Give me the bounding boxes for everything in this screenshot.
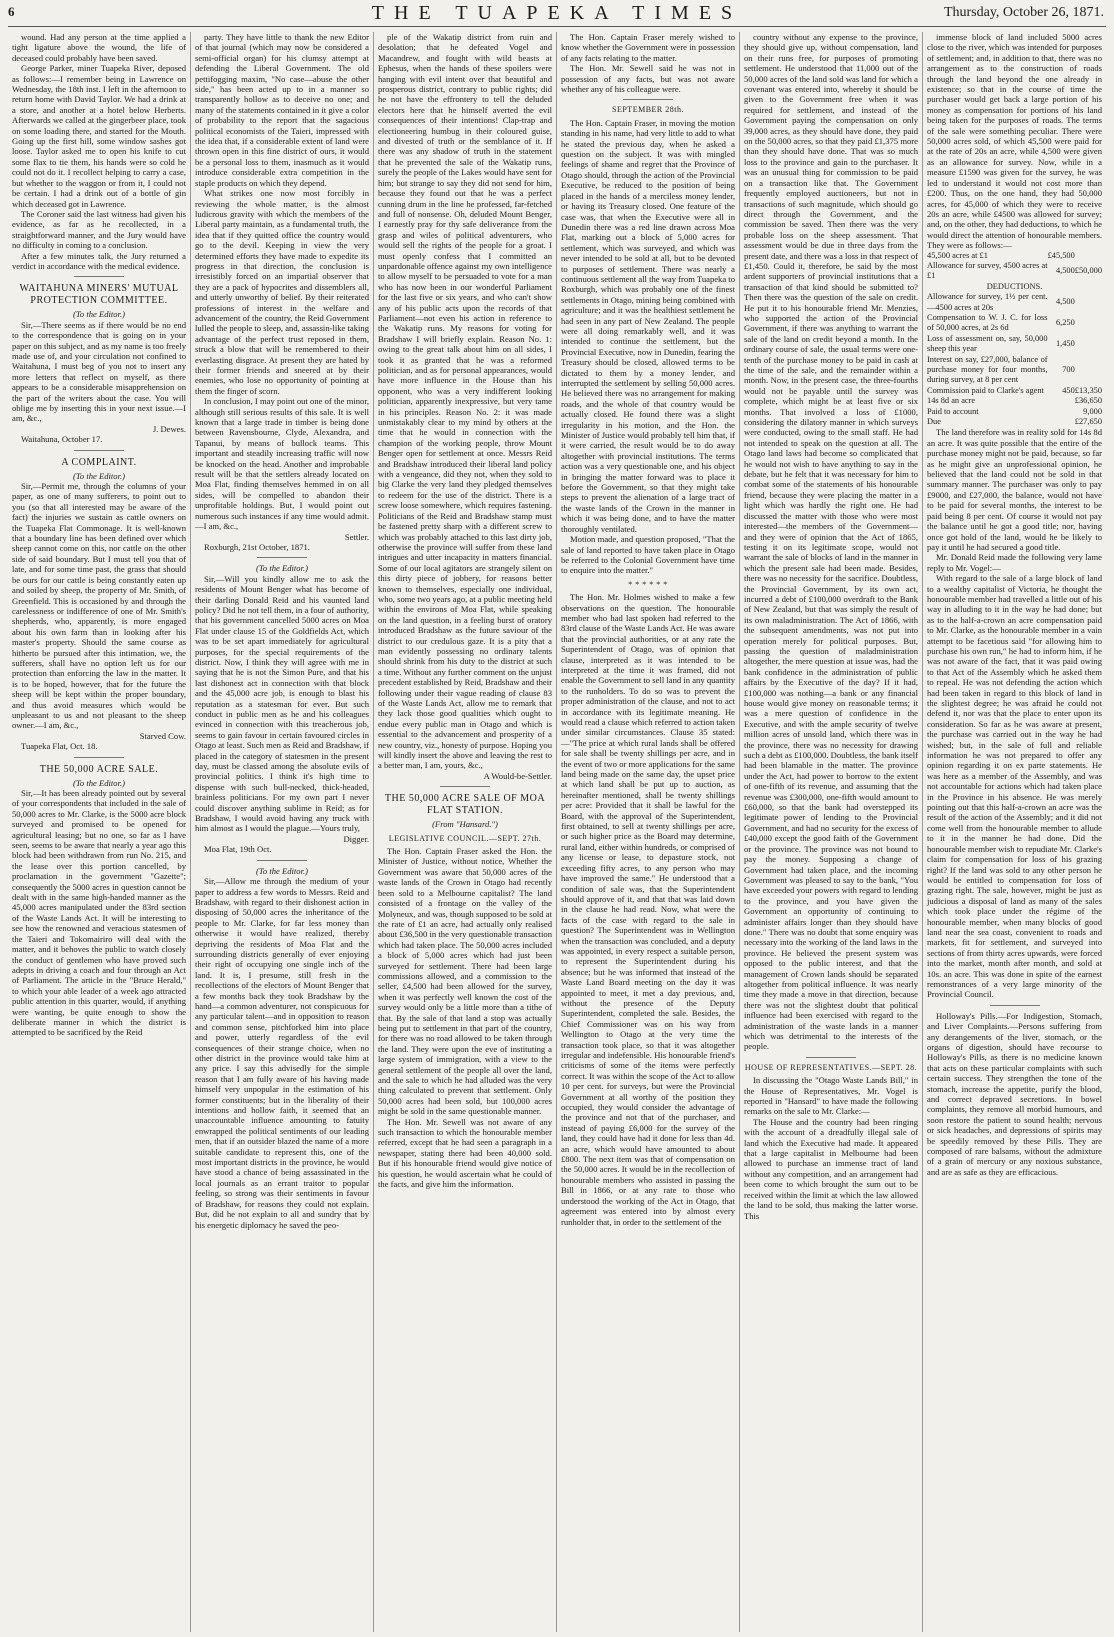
table-cell: £13,350	[1074, 385, 1102, 395]
inquest-coroner: The Coroner said the last witness had given his evidence, as far as he recollected, in a straightforward manner, and the Jury would have no difficulty in coming to a conclusion.	[12, 208, 186, 251]
table-cell: Compensation to W. J. C. for loss of 50,000 acres, at 2s 6d	[927, 312, 1048, 333]
table-cell: 14s 8d an acre	[927, 396, 976, 406]
table-cell: Loss of assessment on, say, 50,000 sheep this year	[927, 333, 1048, 354]
hansard-text: The Hon. Mr. Holmes wished to make a few observations on the question. The honourable member who had last spoken had referred to the 83rd clause of the Waste Lands Act. He was aware that the provincial authorities, or at any rate the Superintendent of Otago, was of opinion that clause, interpreted as it was intended to be interpreted at the time it was framed, did not enable the Government to sell land in any quantity to the runholders. To do so was to prevent the proper administration of the clause, and not to act in accordance with its legitimate meaning. He would read a clause which referred to action taken under similar circumstances. Clause 35 stated:—"The price at which rural lands shall be offered for sale shall be twenty shillings per acre, and in the event of two or more applications for the same land being made on the same day, the upset price at which land shall be put up to auction, as hereinafter mentioned, shall be twenty shillings per acre: Provided that it shall be lawful for the Board, with the approval of the Superintendent, first obtained, to sell at twenty shillings per acre, or such higher price as the Board may determine, rural land, either within hundreds, or comprised of any license or lease, to depasture stock, not exceeding fifty acres, to any person who may have improved the same." He understood that a condition of sale was, that the Superintendent should approve of it, and that that was laid down in the clause he had read. Now, what were the facts of the case with regard to the sale in question? The Superintendent was in Wellington when the transaction was concluded, and a deputy was appointed, in every respect a suitable person, to represent the Superintendent during his absence; but he was informed that instead of the Waste Land Board meeting on the day it was appointed to meet, it met a day previous, and, without the presence of the Deputy Superintendent, completed the sale. Besides, the Chief Commissioner was on his way from Wellington to Otago at the very time the transaction took place, so that it was altogether irregular and indefensible. His honourable friend's criticisms of some of the items were perfectly correct. It was within the scope of the Act to allow 10 per cent. for surveys, but were the Provincial Government at all worthy of the position they occupied, they would consider the advantage of the province and not that of the purchaser, and instead of paying £6,000 for the survey of the land, they could have had it done for less than 4d. an acre, which would have amounted to about £800. The next item was that of compensation on the 50,000 acres. It would be in the recollection of honourable members who assisted in passing the Bill in 1866, or at any rate to those who understood the working of the Act in Otago, that agreement was entered into by almost every runholder that, in order to the settlement of the	[561, 592, 735, 1227]
table-cell: £27,650	[1074, 417, 1102, 427]
hansard-text: country without any expense to the province, they should give up, without compensation, land on their runs free, for purposes of promoting settlement. He understood that 11,000 out of the 50,000 acres of the land sold was land for which a covenant was entered into, whereby it should be given to the Government free when it was required for settlement, and instead of the Government paying the compensation on only 39,000 acres, as they should have done, they paid on the 50,000 acres, so that they paid £1,375 more than they should have done. That was so much loss to the province and gain to the purchaser. It was an unusual thing for commission to be paid on a transaction like that. The Government frequently employed auctioneers, but not in transactions of such magnitude, which should go direct through the Government, and the commission be saved. Then there was the very probable loss on the sheep assessment. That assessment would be due in three days from the present date, and there was a loss in that respect of £1,450. Could it, therefore, be said by the most ardent supporters of provincial institutions that a transaction of that kind should be submitted to? Then there was the question of the sale on credit. He put it to his honourable friend Mr. Menzies, who supported the action of the Provincial Government, if there was anything to warrant the sale of the land on credit beyond a month. In the ordinary course of sale, the usual terms were one-tenth of the purchase money to be paid in cash at the time of the sale, and the remainder within a month. Now, in the present case, the three-fourths would not be payable until the survey was complete, which might be at least five or six months. That involved a loss of £1000, considering the dilatory manner in which surveys were conducted, owing to the small staff. He had not intended to speak on the question at all. The Otago land laws had become so complicated that he would not wish to have anything to say in the debate, but he felt that it was necessary for him to combat some of the statements of his honourable friend, because they were placing the matter in a light which was hardly the right one. He had discussed the matter with those who were most interested—the members of the Government—and they were of opinion that the Act of 1865, testing it on its legitimate scope, would not warrant the sale of blocks of land in the manner in which the present sale had been made. Besides, there was no necessity for the sacrifice. Doubtless, the Provincial Government, by its own act, incurred a debt of £100,000 overdraft to the Bank of New Zealand, but that was simply the result of its own maladministration. The Act of 1866, with the subsequent amendments, was not put into operation merely for political purposes. But, passing the question of maladministration altogether, the mere question at issue was, had the bank confidence in the administration of public affairs by the Executive of the day? If it had, £100,000 was nothing—a bank or any financial house would give money on reasonable terms; it was a mere question of confidence in the Executive, and with the ample security of twelve million acres of unsold land, which there was in the province, there was no necessity for drawing such a debt as £100,000. Doubtless, the bank itself had been blamable in the matter. The province under the Act, had power to borrow to the extent of one-fifth of its revenue, and assuming that the revenue was £300,000, one-fifth would amount to £60,000, so that the bank had overstepped its legitimate power of lending to the Provincial Government, and had no security for the excess of £40,000 except the good faith of the Government or the province. The province was not bound to pay the money. Supposing a change of Government had taken place, and the incoming Government was pleased to say to the bank, "You have exceeded your powers with regard to lending to the province, and you have given the Government an opportunity of continuing to administer affairs longer than they should have done." There was no doubt that some enquiry was necessary into the working of the land laws in the province. He believed the present system was opposed to the public interest, and that the management of Crown lands should be separated altogether from political influence. It was nearly time they made a move in that direction, because there was not the slightest doubt that political influence had been exercised with regard to the administration of the waste lands in a manner which was detrimental to the interests of the people.	[744, 32, 918, 1052]
inquest-text: wound. Had any person at the time applied a tight ligature above the wound, the life of deceased could probably have been saved.	[12, 32, 186, 63]
table-cell: 6,250	[1055, 318, 1075, 328]
table-cell: 9,000	[1083, 406, 1102, 416]
divider	[623, 99, 673, 100]
column-1	[8, 32, 191, 1632]
divider	[257, 557, 307, 558]
letter-text: Sir,—Will you kindly allow me to ask the residents of Mount Benger what has become of their darling Donald Reid and his vaunted land policy? Did he not tell them, in a four of authority, that his government cancelled 5000 acres on Moa Flat under clause 15 of the Goldfields Act, which was to be set apart immediately for agricultural purposes, for the special requirements of the district. Now, I think they will agree with me in saying that he is not the Simon Pure, and that his last dishonest act in connection with that block and the 45,000 acre job, is enough to blast his reputation as a statesman for ever. But such conduct in public men as he and his colleagues evinced in connection with this treacherous job, seems to gain favour in certain favoured circles in Otago at least. Such men as Reid and Bradshaw, if placed in the category of statesmen in the present day, must be classed among the absolute evils of provincial politics. I think it's high time to dispense with such bull-necked, thick-headed, brainless politicians. For my own part I never could discover anything sublime in Reid; as for Bradshaw, I would avoid having any truck with him almost as I would the plague.—Yours truly,	[195, 573, 369, 834]
hansard-motion: Motion made, and question proposed, "That the sale of land reported to have taken place in Otago be referred to the Colonial Government have time to enquire into the matter."	[561, 534, 735, 576]
table-row	[927, 292, 1102, 313]
asterisks: * * * * * *	[628, 579, 668, 589]
letter-text: party. They have little to thank the new Editor of that journal (which may now be considered a semi-official organ) for his clumsy attempt at defending the Liberal Government. The old pettifogging maxim, "No case—abuse the other side," has been acted up to in a manner so transparently hollow as to deceive no one; and many of the statements contained in it give a color of probability to the report that the sagacious political economists of the Taieri, impressed with the idea that, if a considerable extent of land were thrown open in this fine district of ours, it would be a personal loss to them, inasmuch as it would introduce considerable extra competition in the staple products on which they depend.	[195, 32, 369, 188]
table-cell: £50,000	[1074, 266, 1102, 276]
table-row	[927, 251, 1102, 261]
hansard-text: The House and the country had been ringing with the account of a dreadfully illegal sale of land which the Executive had made. It appeared that a large capitalist in Melbourne had been allowed to purchase an immense tract of land without any competition, and an arrangement had been come to which brought the sum out to be received within the limit at which the law allowed the land to be sold, thus making the latter worse. This	[744, 1116, 918, 1221]
divider	[990, 1005, 1040, 1006]
letter-text: ple of the Wakatip district from ruin and desolation; that he defeated Vogel and Macandrew, and fought with wild beasts at Ephesus, when the hands of these spoilers were hanging with evil intent over that beautiful and prosperous district, contrary to public rights; did he not have the effrontery to tell the deluded electors here that he himself averted the evil consequences of their intentions! Clap-trap and electioneering humbug in their coloured guise, and divested of truth or the semblance of it. If there was any shadow of truth in the statement that he prevented the sale of the Wakatip runs, surely the people of the Lakes would have sent for him; but strange to say they did not send for him, because they found out that he was a perfect cunning drum in the line he professed, far-fetched and full of nonsense. Oh, deluded Mount Benger, I earnestly pray for thy safe deliverance from the grasp and wiles of political adventurers, who would sell the rights of the people for a groat. I must openly confess that I committed an unpardonable offence against my own intelligence to allow myself to be persuaded to vote for a man who has now been in our wonderful Parliament for the last five or six years, and who can't show any of his public acts upon the records of that Parliament—not even his action in reference to the Wakatip runs. My reasons for voting for Bradshaw I will briefly explain. Reason No. 1: owing to the great talk about him on all sides, I took it as granted that he was a reformed politician, and as for personal appearances, would have more influence in the House than his opponent, who was a very indifferent looking politician, apparently inexpressive, but very tame in his principles. Reason No. 2: it was made unmistakably clear to my mind by others at the time that he would in connection with the champion of the working people, throw Mount Benger open for settlement at once. Messrs Reid and Bradshaw introduced their liberal land policy with a vengeance, did they not, when they sold to big Clarke the very land they pledged themselves to redeem for the use of the district. There is a screw loose somewhere, which requires fastening. Politicians of the Reid and Bradshaw stamp must be fastened pretty sharp with a different screw to which was probably attached to this last dirty job, otherwise the province will suffer from these land intrigues and utter incapacity in matters financial. Some of our local agitators are strangely silent on this dirty piece of jobbery, for reasons better known to themselves, especially one individual, who, some two years ago, at a public meeting held within the environs of Moa Flat, while speaking on the land question, in a feeling burst of oratory introduced Bradshaw as the future saviour of the district to our credulous gaze. It is a pity that a man evidently possessing no ordinary talents should shrink from his duty to the district at such a time. Without any further comment on the unjust precedent established by Reid, Bradshaw and their following under their vague reading of clause 83 of the Waste Lands Act, allow me to remark that they lack those good qualities which ought to endue every public man in Otago and which is essential to the advancement and prosperity of a new country, viz., honesty of purpose. Hoping you will kindly insert the above and leaving the rest to a better man, I am, yours, &c.,	[378, 32, 552, 771]
to-editor: (To the Editor.)	[73, 309, 125, 320]
advertisement-text: Holloway's Pills.—For Indigestion, Stomach, and Liver Complaints.—Persons suffering from any derangements of the liver, stomach, or the organs of digestion, should have recourse to Holloway's Pills, as there is no medicine known that acts on these particular complaints with such certain success. They strengthen the tone of the stomach, increase the appetite, purify the blood, and correct depraved secretions. In bowel complaints, they remove all morbid humours, and soon restore the patient to sound health; nervous or sick headaches, and depressions of spirits may be speedily removed by these Pills. They are composed of rare balsams, without the admixture of a grain of mercury or any noxious substance, and are as safe as they are efficacious.	[927, 1010, 1102, 1177]
divider	[257, 860, 307, 861]
table-cell: Commission paid to Clarke's agent	[927, 385, 1044, 395]
hansard-text: With regard to the sale of a large block of land to a wealthy capitalist of Victoria, he thought the honourable member had travelled a little out of his way in alluding to it in the way he had done; but as to the half-a-crown an acre compensation paid to Mr. Clarke, as the honourable member in a vain attempt to be facetious said "for allowing him to purchase his own run," he had to inform him, if he was not aware of the fact, that it was paid owing to that Act of the Assembly which he asked them to repeal. He was not defending the action which had been taken in regard to this block of land in the slightest degree; he was afraid he could not defend it, nor was that the place to enter upon its consideration. So far as he was aware at present, the purchase was carried out in the way he had wished; but, in the sale of full and reliable information he was not prepared to offer any opinion regarding it on ex parte statements. He was here as a member of the Assembly, and was not accountable for actions which had taken place in the Province in his absence. He was merely pointing out that this half-a-crown an acre was the result of the action of the Assembly; and it did not come well from the honourable member to allude to it in the manner he had done. Did the honourable member wish to repudiate Mr. Clarke's claim for compensation for loss of his grazing right? If the land was sold to any other person he would be entitled to compensation for loss of grazing right. The sale, however, might be just as judicious a disposal of land as many of the sales which took place under the régime of the honourable member, when many blocks of good land near the sea coast, convenient to roads and markets, fit for settlement, and surveyed into sections of from thirty acres upwards, were forced into the market, month after month, and sold at 10s. an acre. This was done in spite of the earnest remonstrances of a very large minority of the Provincial Council.	[927, 573, 1102, 1000]
hansard-text: The Hon. Captain Fraser asked the Hon. the Minister of Justice, without notice, Whether the Government was aware that 50,000 acres of the waste lands of the Crown in Otago had recently been sold to a Melbourne capitalist? The land consisted of a frontage on the valley of the Molyneux, and was, though supposed to be sold at the rate of £1 an acre, had actually only realised about £36,500 in the very questionable transaction which had taken place. The 50,000 acres included a block of 5,000 acres which had just been surveyed for settlement. There had been large commissions allowed, and a commission to the seller, £4,500 had been allowed for the survey, when it was perfectly well known the cost of the survey would only be a little more than a tithe of that. By the sale of that land a stop was actually being put to settlement in that part of the country, for there was no road allowed to be taken through the land. They were upon the eve of instituting a large system of immigration, with a view to the general settlement of the people all over the land, and the sale to which he had alluded was the very thing calculated to prevent that settlement. Only 50,000 acres had been sold, but 100,000 acres might be sold in the same questionable manner.	[378, 846, 552, 1117]
table-row	[927, 355, 1102, 386]
headline-acre-sale: THE 50,000 ACRE SALE.	[39, 763, 159, 775]
to-editor: (To the Editor.)	[73, 470, 125, 481]
table-cell: Paid to account	[927, 406, 979, 416]
hansard-text: The Hon. Mr. Sewell said he was not in possession of any facts, but was not aware whether any of his colleague were.	[561, 63, 735, 95]
letter-signature: A Would-be-Settler.	[483, 770, 552, 781]
divider	[806, 1057, 856, 1058]
column-4	[557, 32, 740, 1632]
table-cell: 1,450	[1055, 338, 1075, 348]
house-heading: HOUSE OF REPRESENTATIVES.—SEPT. 28.	[744, 1062, 918, 1072]
table-cell: 4,500	[1055, 266, 1075, 276]
column-6	[923, 32, 1106, 1632]
masthead-rule	[8, 26, 1106, 27]
hansard-text: In discussing the "Otago Waste Lands Bill," in the House of Representatives, Mr. Vogel is reported in "Hansard" to have made the following remarks on the sale to Mr. Clarke:—	[744, 1075, 918, 1117]
table-row	[927, 261, 1102, 282]
table-cell: 450	[1062, 385, 1075, 395]
table-cell: Allowance for survey, 4500 acres at £1	[927, 260, 1048, 281]
hansard-text: immense block of land included 5000 acres close to the river, which was intended for purposes of settlement; and, in addition to that, there was no arrangement as to the construction of roads through the land beyond the one already in existence; so that in the course of time the purchaser would get back a large portion of his money as compensation for portions of his land being taken for the purposes of roads. The terms of the sale were something peculiar. There were 50,000 acres sold, of which 45,500 were paid for at the rate of 20s an acre, while 4,500 were given as an allowance for survey. Now, while in a measure £1590 was given for the survey, he was led to understand it would not cost more than £200. Thus, on the one hand, they had 50,000 acres, for 45,000 of which they were to receive 20s an acre, while £4500 was allowed for survey; and, on the other, they had deductions, to which he would direct the attention of honourable members. They were as follows:—	[927, 32, 1102, 251]
letter-signature: Settler.	[344, 531, 369, 542]
column-3	[374, 32, 557, 1632]
article-columns	[8, 32, 1106, 1632]
column-5	[740, 32, 923, 1632]
headline-waitahuna: WAITAHUNA MINERS' MUTUAL PROTECTION COMMITTEE.	[19, 283, 179, 307]
sale-accounts-table	[927, 251, 1102, 428]
table-row	[927, 396, 1102, 406]
letter-text: In conclusion, I may point out one of the minor, although still serious results of this sale. It is well known that a large trade in timber is being done between Ravensbourne, Clyde, Alexandra, and Tapanui, by means of bullock teams. This important and steadily increasing traffic will now be knocked on the head. Another and improbable result will be that the settlers already located on Moa Flat, finding themselves hemmed in on all sides, will be compelled to abandon their unprofitable holdings. But, I would point out numerous such instances if any time would admit.—I am, &c.,	[195, 396, 369, 532]
to-editor: (To the Editor.)	[73, 777, 125, 788]
table-cell: DEDUCTIONS.	[986, 281, 1043, 291]
table-cell: 700	[1062, 365, 1075, 374]
letter-place: Waitahuna, October 17.	[21, 434, 103, 445]
table-cell: Interest on say, £27,000, balance of purchase money for four months, during survey, at 8 per cent	[927, 354, 1048, 385]
divider	[440, 786, 490, 787]
table-cell: Allowance for survey, 1½ per cent.—4500 acres at 20s	[927, 292, 1048, 312]
table-cell: 45,500 acres at £1	[927, 250, 988, 260]
letter-text: Sir,—Allow me through the medium of your paper to address a few words to Messrs. Reid and Bradshaw, with regard to their dishonest action in disposing of 50,000 acres the inheritance of the people to Mr. Clarke, for far less money than otherwise it would have realized, thereby depriving the residents of Moa Flat and the surrounding districts generally of ever enjoying their right of occupying one single inch of the land. It is, I presume, still fresh in the recollections of the electors of Mount Benger that a few months back they took Bradshaw by the hand—a common adventurer, not conspicuous for any particular talent—and in opposition to reason and common sense, pitchforked him into place and power, utterly regardless of the evil consequences of their strange choice, when no other district in the province would take him at any price. I say this advisedly for the simple reason that I am fully aware of his having made himself very unpopular in the estimation of his former constituents; but in the liberality of their intentions and hollow faith, it seemed that an unaccountable influence amounting to fatuity enwrapped the political sentiments of our leading men, that if an outsider blazed the name of a more suitable candidate to represent this, one of the most important districts in the province, he would have stood a chance of being assassinated in the local journals as an errant traitor to popular feeling, so strong was their sentiments in favour of Bradshaw, for reasons they could not explain. But, did he not explain to all and sundry that by his energetic diplomacy he saved the peo-	[195, 876, 369, 1230]
letter-text: Sir,—There seems as if there would be no end to the correspondence that is going on in your paper on this subject, and as my name is too freely made use of, and your circulation not confined to Waitahuna, I must beg of you not to insert any more letters that reflect on myself, as there appears to be a considerable misapprehension on the part of the writers about the case. You will oblige me by inserting this in your next issue.—I am, &c.,	[12, 319, 186, 424]
letter-signature: Starved Cow.	[139, 730, 186, 741]
table-cell: Due	[927, 417, 941, 427]
letter-place: Roxburgh, 21st October, 1871.	[204, 541, 310, 552]
table-cell: £36,650	[1074, 396, 1102, 406]
hansard-text: The Hon. Mr. Sewell was not aware of any such transaction to which the honourable member referred, except that he had seen a paragraph in a newspaper, stating there had been 40,000 sold. But if his honourable friend would give notice of his question, he would ascertain what he could of the facts, and give him the information.	[378, 1116, 552, 1190]
letter-place: Moa Flat, 19th Oct.	[204, 844, 272, 855]
council-heading: LEGISLATIVE COUNCIL.—SEPT. 27th.	[388, 833, 542, 843]
inquest-deposition: George Parker, miner Tuapeka River, deposed as follows:—I remember being in Lawrence on Wednesday, the 18th inst. I left in the afternoon to return home with David Taylor. We had a drink at a store, and another at a hotel below Herberts. Afterwards we called at the gingerbeer place, took on some loading there, and started for the Mouth. Going up the first hill, some window sashes got loose. Taylor asked me to open his knife to cut some flax to tie them, his hands were so cold he could not do it. I recollect helping to carry a case, but whether to the waggon or from it, I could not be certain. I had a drink out of a bottle of gin which deceased got in Lawrence.	[12, 63, 186, 209]
letter-signature: J. Dewes.	[152, 423, 186, 434]
table-row	[927, 282, 1102, 292]
to-editor: (To the Editor.)	[256, 563, 308, 574]
divider	[74, 450, 124, 451]
column-2	[191, 32, 374, 1632]
letter-text: Sir,—Permit me, through the columns of your paper, as one of many sufferers, to point out to you (so that all interested may be aware of the fact) the injuries we sustain as cattle owners on the Tuapeka Flat Commonage. It is well-known that a boundary line has been defined over which sheep cannot come on this, nor cattle on the other side of said boundary. But I must tell you that of late, and for some time past, the grass that should be ours for our cattle is being constantly eaten up and soiled by sheep, the property of Mr. Smith, of Greenfield. This is occasioned by and through the carelessness or indifference of one of Mr. Smith's shepherds, who, apparently, is more engaged about his own farm than in looking after his master's property. Should the same course as hitherto be pursued after this intimation, we, the sufferers, shall have no option left us for our protection than enforcing the law in the matter. It is to be hoped, however, that for the future the sheep will be kept within the proper boundary, and thus avoid measures which would be unpleasant to us and not pleasant to the sheep owner.—I am, &c.,	[12, 481, 186, 731]
table-row	[927, 386, 1102, 396]
hansard-text: The Hon. Captain Fraser merely wished to know whether the Government were in possession of any facts relating to the matter.	[561, 32, 735, 63]
divider	[74, 757, 124, 758]
hansard-text: The land therefore was in reality sold for 14s 8d an acre. It was quite possible that the entire of the purchase money might not be paid, because, so far as he might give an unprofessional opinion, he believed that the land could not be sold in that summary manner. The purchaser was only to pay £9000, and £27,000, the balance, would not have to be paid for several months, the interest to be paid being 8 per cent. Of course it would not pay the balance until he got a good title; nor, having once got hold of the land, would he be likely to pay it until he had secured a good title.	[927, 427, 1102, 552]
hansard-text: Mr. Donald Reid made the following very lame reply to Mr. Vogel:—	[927, 552, 1102, 573]
table-row	[927, 313, 1102, 334]
hansard-text: The Hon. Captain Fraser, in moving the motion standing in his name, had very little to add to what he stated the previous day, when he asked a question on the subject. It was with mingled feelings of shame and regret that the Province of Otago should, through the action of the Provincial Executive, be reduced to the position of being placed in the hands of a merciless money lender, or having its Treasury closed. One feature of the case was, that when the Executive were all in Dunedin there was a red line drawn across Moa Flat, marking out a block of 5,000 acres for settlement, which was surveyed, and which was never intended to be sold at all, but to be devoted to purposes of settlement. There was nearly a continuous settlement all the way from Tuapeka to Roxburgh, which was probably one of the finest settlements in Otago, mining being combined with agriculture; and it was the healthiest settlement he had seen in any part of New Zealand. The people were all doing remarkably well, and it was intended to continue the settlement, but the Provincial Executive, now in Dunedin, fearing the Treasury should be closed, allowed terms to be dictated to them by a money lender, and interrupted the settlement by selling 50,000 acres. He believed there was no arrangement for making roads, and the whole of that country would be actually closed. He found there was a slight irregularity in his motion, and the Hon. the Minister of Justice would probably tell him that, if it were carried, the result would be to do away altogether with provincial institutions. The terms action was a very questionable one, and his object in bringing the matter forward was to place it before the Government, so that they might take steps to prevent the alienation of a large tract of the waste lands of the Crown in the manner in which it was being done, and to have the matter thoroughly ventilated.	[561, 117, 735, 534]
masthead	[0, 0, 1114, 26]
table-cell: 4,500	[1055, 297, 1075, 307]
letter-place: Tuapeka Flat, Oct. 18.	[21, 741, 98, 752]
newspaper-title: THE TUAPEKA TIMES	[371, 2, 743, 24]
letter-text: Sir,—It has been already pointed out by several of your correspondents that included in the sale of 50,000 acres to Mr. Clarke, is the 5000 acre block surveyed and promised to be opened for agricultural leasing; but no one, so far as I have seen, seems to be aware that nearly a year ago this block had been withdrawn from run No. 215, and the lease over this portion cancelled, by proclamation in the government "Gazette"; consequently the 5000 acres in question cannot be dealt with in the same high-handed manner as the 45,000 acres manipulated under the 83rd section of the Waste Lands Act. It will be interesting to see how the renowned and veracious statesmen of the Taieri and Tokomairiro will deal with the matter, and it behoves the public to watch closely the conduct of gentlemen who have proved such adepts in driving a coach and four through an Act of Parliament. The article in the "Bruce Herald," to which your able leader of a week ago attracted public attention in this quarter, would, if anything were wanting, be quite enough to show the deliberate manner in which the district is attempted to be sacrificed by the Reid	[12, 788, 186, 1038]
inquest-verdict: After a few minutes talk, the Jury returned a verdict in accordance with the medical evidence.	[12, 250, 186, 271]
table-cell: £45,500	[1047, 250, 1075, 260]
headline-moa-flat-sale: THE 50,000 ACRE SALE OF MOA FLAT STATION.	[384, 793, 546, 817]
table-row	[927, 407, 1102, 417]
page-number: 6	[8, 4, 15, 19]
to-editor: (To the Editor.)	[256, 865, 308, 876]
source-note: (From "Hansard.")	[432, 819, 498, 830]
letter-text: What strikes one now most forcibly in reviewing the whole matter, is the almost ludicrous gravity with which the members of the Liberal party maintain, as a fundamental truth, the idea that if they quitted office the country would go to the devil. Keeping in view the very determined efforts they have made to expedite its progress in that direction, the conclusion is irresistibly forced on an impartial observer that they are a pack of hypocrites and dissemblers all, and utterly unworthy of belief. By their reiterated professions of interest in the welfare and advancement of the country, the Reid Government lulled the people to sleep, and, assassin-like taking advantage of the perfect trust reposed in them, struck a blow that will be remembered to their everlasting disgrace. At present they are hated by their former friends and sneered at by their enemies, who lose no opportunity of pointing at them the finger of scorn.	[195, 188, 369, 396]
headline-complaint: A COMPLAINT.	[61, 456, 137, 468]
letter-signature: Digger.	[343, 833, 369, 844]
table-row	[927, 334, 1102, 355]
divider	[74, 276, 124, 277]
issue-date: Thursday, October 26, 1871.	[943, 5, 1104, 20]
date-heading: SEPTEMBER 28th.	[612, 105, 684, 115]
table-row	[927, 417, 1102, 427]
